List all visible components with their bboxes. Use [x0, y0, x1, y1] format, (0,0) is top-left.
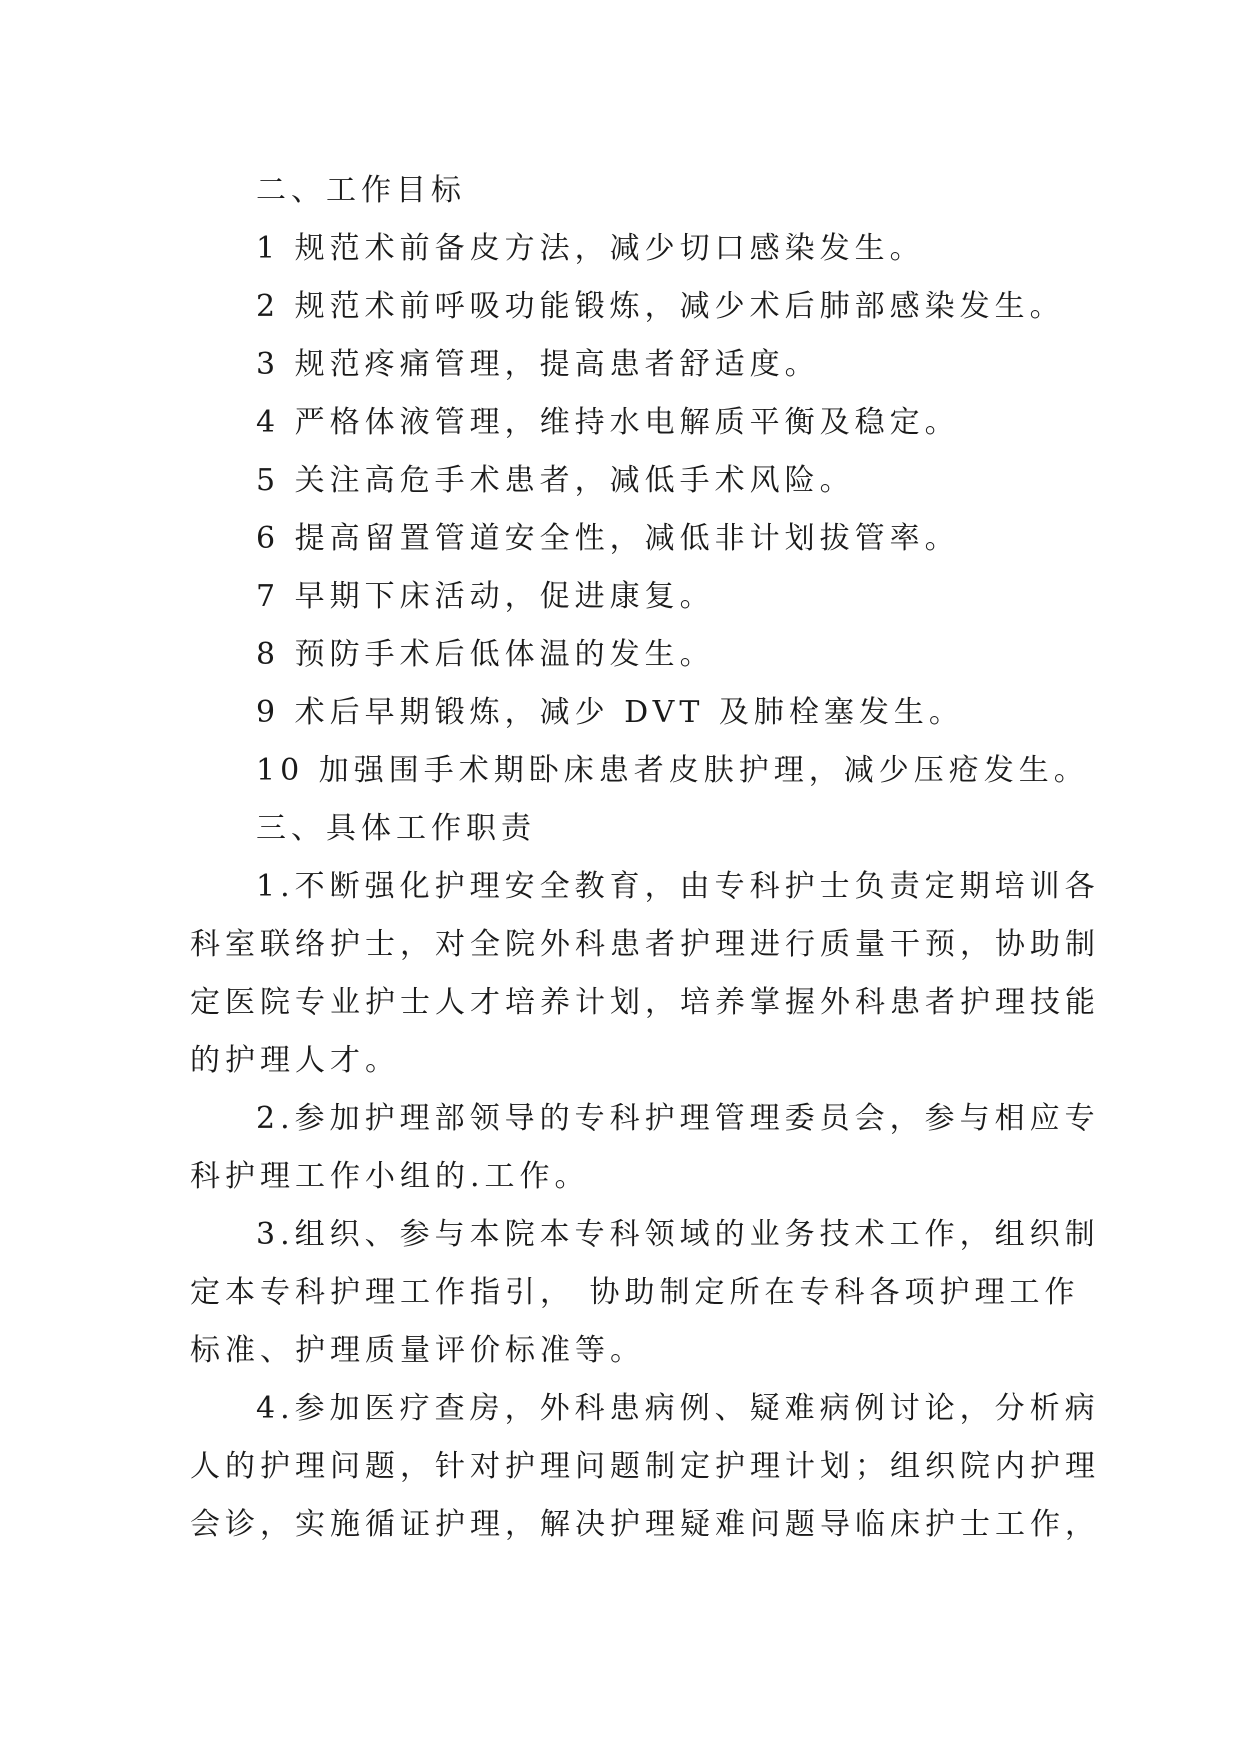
- duty-line: 1.不断强化护理安全教育，由专科护士负责定期培训各: [256, 869, 1100, 904]
- goal-item: 1 规范术前备皮方法，减少切口感染发生。: [256, 231, 925, 266]
- goal-item: 7 早期下床活动，促进康复。: [256, 579, 715, 614]
- goal-item: 8 预防手术后低体温的发生。: [256, 637, 715, 672]
- duty-paragraph: [190, 1206, 1100, 1380]
- duty-line: 会诊，实施循证护理，解决护理疑难问题导临床护士工作，: [190, 1507, 1100, 1542]
- goal-item: 9 术后早期锻炼，减少 DVT 及肺栓塞发生。: [256, 695, 964, 730]
- goal-item: 4 严格体液管理，维持水电解质平衡及稳定。: [256, 405, 960, 440]
- section-heading-goals: 二、工作目标: [256, 173, 466, 208]
- duty-paragraph: [190, 858, 1100, 1090]
- section-heading-duties: 三、具体工作职责: [256, 811, 536, 846]
- goal-item: 5 关注高危手术患者，减低手术风险。: [256, 463, 855, 498]
- duty-line: 科护理工作小组的.工作。: [190, 1159, 590, 1194]
- duty-line: 4.参加医疗查房，外科患病例、疑难病例讨论，分析病: [256, 1391, 1100, 1426]
- goal-item: 3 规范疼痛管理，提高患者舒适度。: [256, 347, 820, 382]
- goal-item: 2 规范术前呼吸功能锻炼，减少术后肺部感染发生。: [256, 289, 1065, 324]
- document-body: [190, 162, 1100, 1554]
- duty-paragraph: [190, 1380, 1100, 1554]
- goal-item: 6 提高留置管道安全性，减低非计划拔管率。: [256, 521, 960, 556]
- duty-line: 定医院专业护士人才培养计划，培养掌握外科患者护理技能: [190, 985, 1100, 1020]
- duties-list: [190, 858, 1100, 1554]
- duty-line: 3.组织、参与本院本专科领域的业务技术工作，组织制: [256, 1217, 1100, 1252]
- duty-line: 定本专科护理工作指引， 协助制定所在专科各项护理工作: [190, 1275, 1080, 1310]
- goal-item: 10 加强围手术期卧床患者皮肤护理，减少压疮发生。: [256, 753, 1089, 788]
- duty-paragraph: [190, 1090, 1100, 1206]
- goals-list: [190, 220, 1089, 800]
- duty-line: 人的护理问题，针对护理问题制定护理计划；组织院内护理: [190, 1449, 1100, 1484]
- duty-line: 2.参加护理部领导的专科护理管理委员会，参与相应专: [256, 1101, 1100, 1136]
- duty-line: 的护理人才。: [190, 1043, 400, 1078]
- duty-line: 标准、护理质量评价标准等。: [190, 1333, 645, 1368]
- duty-line: 科室联络护士，对全院外科患者护理进行质量干预，协助制: [190, 927, 1100, 962]
